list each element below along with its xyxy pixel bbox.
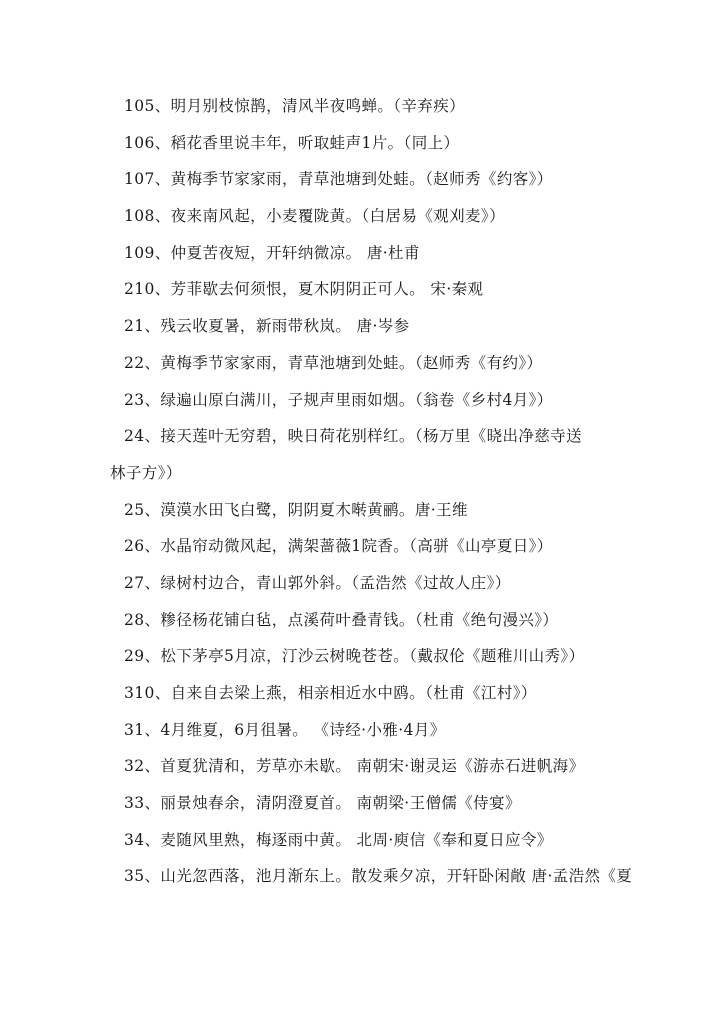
poem-line: 22、黄梅季节家家雨，青草池塘到处蛙。（赵师秀《有约》） — [124, 353, 543, 372]
poem-line: 26、水晶帘动微风起，满架蔷薇1院香。（高骈《山亭夏日》） — [124, 537, 553, 556]
poem-line: 33、丽景烛春余，清阴澄夏首。 南朝梁·王僧儒《侍宴》 — [124, 794, 521, 813]
poem-line: 32、首夏犹清和，芳草亦未歇。 南朝宋·谢灵运《游赤石进帆海》 — [124, 757, 585, 776]
poem-line: 109、仲夏苦夜短，开轩纳微凉。 唐·杜甫 — [124, 243, 420, 262]
poem-line: 310、自来自去梁上燕，相亲相近水中鸥。（杜甫《江村》） — [124, 684, 537, 703]
poem-line: 34、麦随风里熟，梅逐雨中黄。 北周·庾信《奉和夏日应令》 — [124, 830, 553, 849]
poem-line: 28、糁径杨花铺白毡，点溪荷叶叠青钱。（杜甫《绝句漫兴》） — [124, 610, 559, 629]
poem-line-list — [0, 88, 720, 895]
poem-line: 105、明月别枝惊鹊，清风半夜鸣蝉。（辛弃疾） — [124, 97, 466, 115]
poem-line: 24、接天莲叶无穷碧，映日荷花别样红。（杨万里《晓出净慈寺送林子方》） — [110, 427, 582, 482]
poem-line: 23、绿遍山原白满川，子规声里雨如烟。（翁卷《乡村4月》） — [124, 390, 553, 409]
poem-line: 25、漠漠水田飞白鹭，阴阴夏木啭黄鹂。唐·王维 — [124, 500, 468, 519]
poem-line: 31、4月维夏，6月徂暑。 《诗经·小雅·4月》 — [124, 720, 446, 739]
poem-line: 27、绿树村边合，青山郭外斜。（孟浩然《过故人庄》） — [124, 573, 511, 592]
poem-line: 106、稻花香里说丰年，听取蛙声1片。（同上） — [124, 133, 460, 152]
poem-line: 21、残云收夏暑，新雨带秋岚。 唐·岑参 — [124, 317, 410, 336]
poem-line: 108、夜来南风起，小麦覆陇黄。（白居易《观刈麦》） — [124, 207, 505, 226]
poem-line: 35、山光忽西落，池月渐东上。散发乘夕凉，开轩卧闲敞 唐·孟浩然《夏 — [124, 867, 633, 886]
poem-line: 29、松下茅亭5月凉，汀沙云树晚苍苍。（戴叔伦《题稚川山秀》） — [124, 647, 585, 666]
poem-line: 107、黄梅季节家家雨，青草池塘到处蛙。（赵师秀《约客》） — [124, 170, 553, 189]
poem-line: 210、芳菲歇去何须恨，夏木阴阴正可人。 宋·秦观 — [124, 280, 484, 299]
